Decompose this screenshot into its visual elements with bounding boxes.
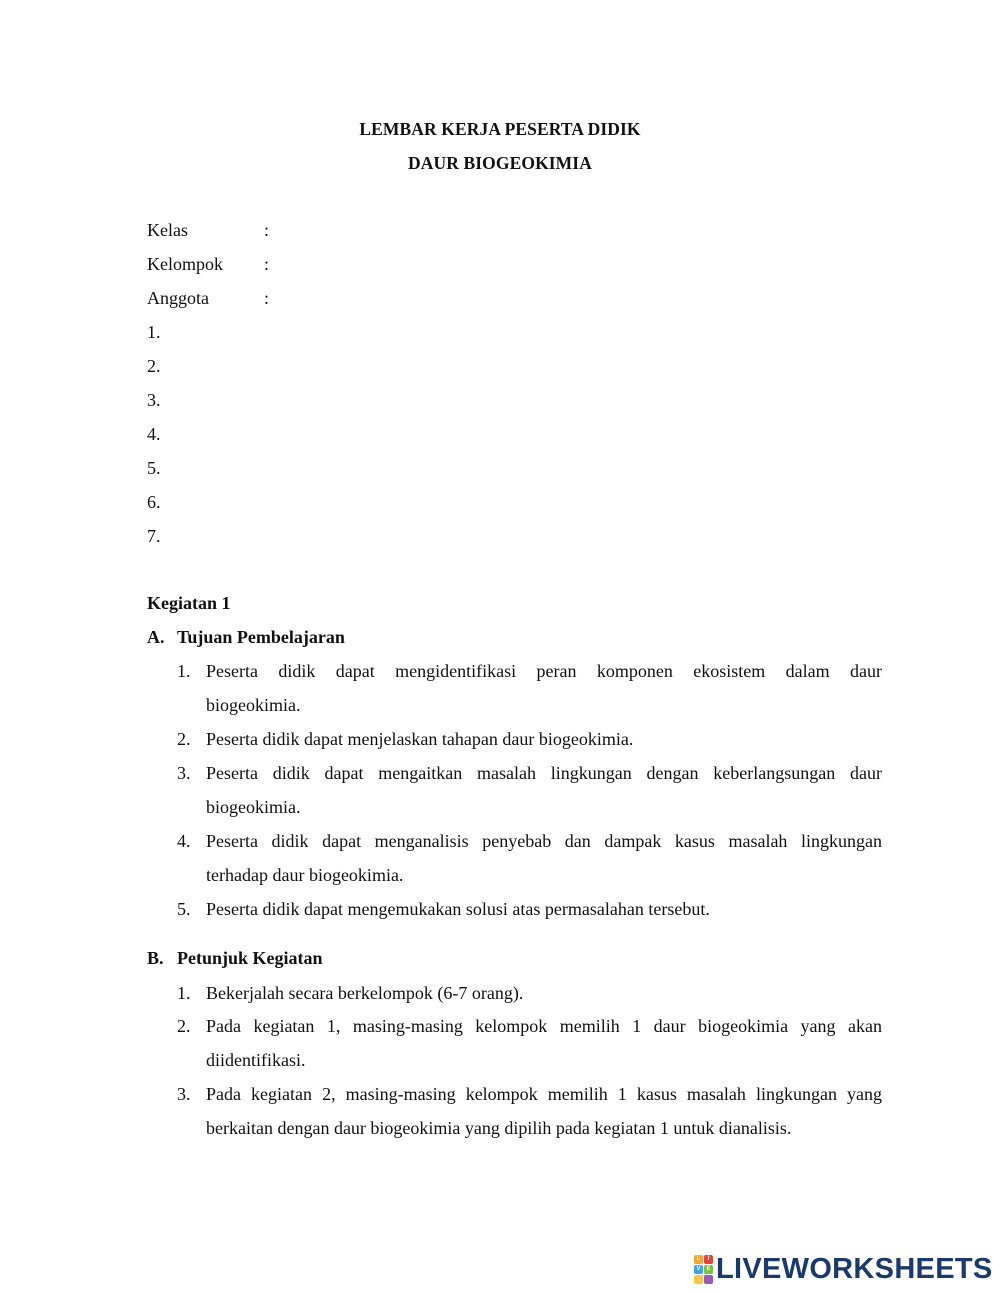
list-item-line: diidentifikasi.: [206, 1050, 306, 1070]
list-number: 1.: [177, 661, 191, 681]
logo-text: LIVEWORKSHEETS: [716, 1252, 993, 1285]
field-label-kelas: Kelas: [147, 220, 188, 240]
member-number: 2.: [147, 356, 161, 376]
document-subtitle: DAUR BIOGEOKIMIA: [408, 153, 592, 173]
list-item-line: Peserta didik dapat mengemukakan solusi atas permasalahan tersebut.: [206, 899, 710, 919]
list-item: [206, 1077, 882, 1111]
list-item: [206, 654, 882, 688]
list-number: 3.: [177, 763, 191, 783]
field-label-kelompok: Kelompok: [147, 254, 223, 274]
section-b-marker: B.: [147, 948, 164, 968]
document-title: LEMBAR KERJA PESERTA DIDIK: [359, 119, 641, 139]
list-item-line: Peserta didik dapat mengidentifikasi peran komponen ekosistem dalam daur: [206, 661, 882, 681]
list-item-line: terhadap daur biogeokimia.: [206, 865, 404, 885]
list-number: 3.: [177, 1084, 191, 1104]
list-item-line: biogeokimia.: [206, 797, 301, 817]
logo-mark-cell: E: [704, 1265, 713, 1274]
logo-mark-cell: V: [694, 1265, 703, 1274]
list-item-line: Peserta didik dapat mengaitkan masalah lingkungan dengan keberlangsungan daur: [206, 763, 882, 783]
logo-mark-cell: L: [694, 1255, 703, 1264]
field-label-anggota: Anggota: [147, 288, 209, 308]
list-number: 5.: [177, 899, 191, 919]
section-a-heading: Tujuan Pembelajaran: [177, 627, 345, 647]
member-number: 3.: [147, 390, 161, 410]
field-colon-anggota: :: [264, 288, 270, 308]
member-number: 5.: [147, 458, 161, 478]
section-a-marker: A.: [147, 627, 165, 647]
list-number: 4.: [177, 831, 191, 851]
logo-mark-cell: I: [704, 1255, 713, 1264]
list-number: 2.: [177, 1016, 191, 1036]
liveworksheets-logo: [694, 1252, 993, 1285]
field-colon-kelas: :: [264, 220, 270, 240]
list-item-line: berkaitan dengan daur biogeokimia yang dipilih pada kegiatan 1 untuk dianalisis.: [206, 1118, 792, 1138]
member-number: 4.: [147, 424, 161, 444]
logo-mark-cell: [704, 1275, 713, 1284]
list-item-line: Bekerjalah secara berkelompok (6-7 orang).: [206, 983, 524, 1003]
list-item-line: biogeokimia.: [206, 695, 301, 715]
member-number: 1.: [147, 322, 161, 342]
member-number: 7.: [147, 526, 161, 546]
member-number: 6.: [147, 492, 161, 512]
list-item: [206, 756, 882, 790]
list-item-line: Pada kegiatan 2, masing-masing kelompok memilih 1 kasus masalah lingkungan yang: [206, 1084, 882, 1104]
list-item: [206, 1009, 882, 1043]
list-item-line: Pada kegiatan 1, masing-masing kelompok memilih 1 daur biogeokimia yang akan: [206, 1016, 882, 1036]
activity-title: Kegiatan 1: [147, 593, 231, 613]
logo-mark-icon: [694, 1255, 713, 1284]
list-item: [206, 824, 882, 858]
field-colon-kelompok: :: [264, 254, 270, 274]
logo-mark-cell: [694, 1275, 703, 1284]
list-number: 2.: [177, 729, 191, 749]
list-item-line: Peserta didik dapat menjelaskan tahapan daur biogeokimia.: [206, 729, 634, 749]
section-b-heading: Petunjuk Kegiatan: [177, 948, 323, 968]
list-number: 1.: [177, 983, 191, 1003]
list-item-line: Peserta didik dapat menganalisis penyebab dan dampak kasus masalah lingkungan: [206, 831, 882, 851]
